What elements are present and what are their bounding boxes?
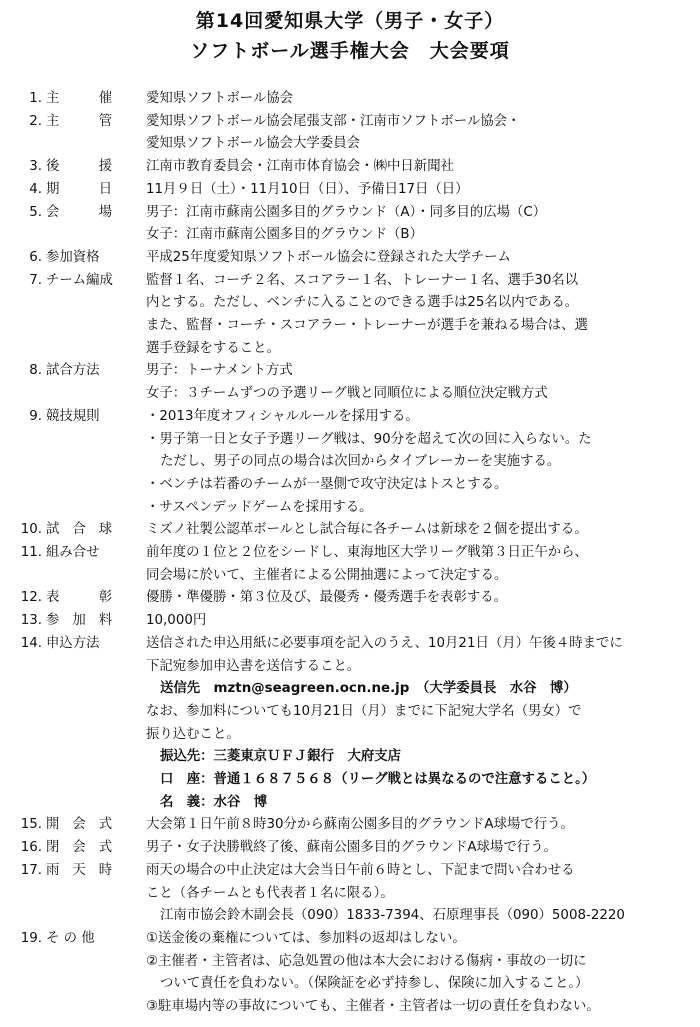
item-text: 男子：トーナメント方式 bbox=[146, 363, 293, 379]
item-text: こと（各チームとも代表者１名に限る）。 bbox=[146, 885, 394, 901]
list-item bbox=[0, 519, 700, 541]
item-text: 大会第１日午前８時30分から蘇南公園多目的グラウンドA球場で行う。 bbox=[146, 817, 574, 833]
item-number: 14. bbox=[20, 635, 42, 651]
item-text: 雨天の場合の中止決定は大会当日午前６時とし、下記まで問い合わせる bbox=[146, 862, 575, 878]
item-text: 前年度の１位と２位をシードし、東海地区大学リーグ戦第３日正午から、 bbox=[146, 545, 588, 560]
item-text: 振込先：三菱東京ＵＦＪ銀行 大府支店 bbox=[160, 749, 402, 765]
list-item bbox=[0, 406, 700, 428]
item-number: 13. bbox=[20, 613, 42, 629]
list-item bbox=[0, 156, 700, 178]
item-text: 名 義：水谷 博 bbox=[160, 794, 268, 810]
item-text: 平成25年度愛知県ソフトボール協会に登録された大学チーム bbox=[146, 249, 511, 265]
item-label: 期 日 bbox=[46, 181, 126, 197]
list-item bbox=[0, 724, 700, 746]
item-label: そ の 他 bbox=[46, 930, 95, 946]
list-item bbox=[0, 860, 700, 882]
item-label: 申込方法 bbox=[46, 635, 100, 651]
list-item bbox=[0, 678, 700, 700]
item-text: 江南市協会鈴木副会長（090）1833-7394、石原理事長（090）5008-2220 bbox=[160, 908, 625, 924]
list-item bbox=[0, 429, 700, 451]
list-item bbox=[0, 792, 700, 814]
document-title-line2: ソフトボール選手権大会 大会要項 bbox=[190, 40, 510, 62]
item-text: ただし、男子の同点の場合は次回からタイブレーカーを実施する。 bbox=[160, 454, 561, 470]
item-text: ②主催者・主管者は、応急処置の他は本大会における傷病・事故の一切に bbox=[146, 953, 587, 969]
item-text: 江南市教育委員会・江南市体育協会・㈱中日新聞社 bbox=[146, 159, 454, 175]
list-item bbox=[0, 769, 700, 791]
item-label: 主 催 bbox=[46, 91, 126, 106]
list-item bbox=[0, 814, 700, 836]
list-item bbox=[0, 315, 700, 337]
item-label: 組み合せ bbox=[46, 545, 100, 560]
item-number: 19. bbox=[20, 930, 42, 946]
item-text: ①送金後の棄権については、参加料の返却はしない。 bbox=[146, 930, 466, 946]
item-label: チーム編成 bbox=[46, 272, 113, 288]
item-text: ③駐車場内等の事故についても、主催者・主管者は一切の責任を負わない。 bbox=[146, 999, 600, 1014]
item-label: 参加資格 bbox=[46, 249, 100, 265]
item-text: また、監督・コーチ・スコアラー・トレーナーが選手を兼ねる場合は、選 bbox=[146, 318, 588, 333]
list-item bbox=[0, 451, 700, 473]
item-text: ミズノ社製公認革ボールとし試合毎に各チームは新球を２個を提出する。 bbox=[146, 522, 588, 538]
list-item bbox=[0, 111, 700, 133]
list-item bbox=[0, 292, 700, 314]
item-number: 11. bbox=[20, 545, 42, 560]
item-label: 会 場 bbox=[46, 204, 126, 220]
list-item bbox=[0, 565, 700, 587]
item-number: 10. bbox=[20, 522, 42, 538]
list-item bbox=[0, 633, 700, 655]
item-text: 優勝・準優勝・第３位及び、最優秀・優秀選手を表彰する。 bbox=[146, 590, 508, 606]
item-text: 女子：江南市蘇南公園多目的グラウンド（B） bbox=[146, 227, 423, 243]
item-text: 男子：江南市蘇南公園多目的グラウンド（A）・同多目的広場（C） bbox=[146, 204, 547, 220]
item-number: 6. bbox=[29, 249, 42, 265]
item-text: 11月９日（土）・11月10日（日）、予備日17日（日） bbox=[146, 181, 469, 197]
item-text: 選手登録をすること。 bbox=[146, 340, 280, 356]
item-text: ・男子第一日と女子予選リーグ戦は、90分を超えて次の回に入らない。た bbox=[146, 431, 592, 447]
item-number: 15. bbox=[20, 817, 42, 833]
item-text: 監督１名、コーチ２名、スコアラー１名、トレーナー１名、選手30名以 bbox=[146, 272, 579, 288]
list-item bbox=[0, 179, 700, 201]
item-text: 10,000円 bbox=[146, 613, 207, 629]
item-label: 競技規則 bbox=[46, 408, 100, 424]
item-number: 9. bbox=[29, 408, 42, 424]
list-item bbox=[0, 610, 700, 632]
list-item bbox=[0, 928, 700, 950]
item-text: なお、参加料についても10月21日（月）までに下記宛大学名（男女）で bbox=[146, 703, 582, 719]
item-label: 試合方法 bbox=[46, 363, 100, 379]
list-item bbox=[0, 383, 700, 405]
list-item bbox=[0, 474, 700, 496]
item-text: 同会場に於いて、主催者による公開抽選によって決定する。 bbox=[146, 567, 508, 583]
item-text: 口 座：普通１６８７５６８（リーグ戦とは異なるので注意すること。） bbox=[160, 772, 596, 787]
list-item bbox=[0, 270, 700, 292]
list-item bbox=[0, 542, 700, 564]
document-title-line1: 第14回愛知県大学（男子・女子） bbox=[195, 10, 505, 32]
item-text: 女子：３チームずつの予選リーグ戦と同順位による順位決定戦方式 bbox=[146, 386, 548, 402]
item-number: 7. bbox=[29, 272, 42, 288]
item-text: 男子・女子決勝戦終了後、蘇南公園多目的グラウンドA球場で行う。 bbox=[146, 840, 557, 856]
item-number: 1. bbox=[29, 91, 42, 106]
list-item bbox=[0, 133, 700, 155]
list-item bbox=[0, 996, 700, 1018]
item-number: 16. bbox=[20, 840, 42, 856]
list-item bbox=[0, 837, 700, 859]
list-item bbox=[0, 656, 700, 678]
item-text: ・サスペンデッドゲームを採用する。 bbox=[146, 499, 373, 515]
item-text: 愛知県ソフトボール協会尾張支部・江南市ソフトボール協会・ bbox=[146, 113, 521, 129]
item-number: 3. bbox=[29, 159, 42, 175]
item-label: 主 管 bbox=[46, 113, 126, 129]
list-item bbox=[0, 497, 700, 519]
list-item bbox=[0, 338, 700, 360]
item-text: 愛知県ソフトボール協会 bbox=[146, 91, 294, 106]
list-item bbox=[0, 883, 700, 905]
list-item bbox=[0, 701, 700, 723]
list-item bbox=[0, 973, 700, 995]
item-text: 送信された申込用紙に必要事項を記入のうえ、10月21日（月）午後４時までに bbox=[146, 635, 623, 651]
item-text: ついて責任を負わない。（保険証を必ず持参し、保険に加入すること。） bbox=[160, 976, 589, 992]
list-item bbox=[0, 746, 700, 768]
item-number: 2. bbox=[29, 113, 42, 129]
item-label: 試合球 bbox=[46, 522, 126, 538]
item-label: 閉会式 bbox=[46, 840, 126, 856]
item-text: 愛知県ソフトボール協会大学委員会 bbox=[146, 136, 360, 152]
list-item bbox=[0, 224, 700, 246]
item-label: 開会式 bbox=[46, 817, 126, 833]
item-number: 17. bbox=[20, 862, 42, 878]
item-text: 送信先 mztn@seagreen.ocn.ne.jp （大学委員長 水谷 博） bbox=[160, 681, 577, 697]
item-number: 4. bbox=[29, 181, 42, 197]
item-number: 5. bbox=[29, 204, 42, 220]
item-text: 振り込むこと。 bbox=[146, 726, 240, 742]
item-text: 下記宛参加申込書を送信すること。 bbox=[146, 658, 361, 674]
list-item bbox=[0, 202, 700, 224]
item-number: 8. bbox=[29, 363, 42, 379]
item-text: ・ベンチは若番のチームが一塁側で攻守決定はトスとする。 bbox=[146, 476, 508, 492]
list-item bbox=[0, 247, 700, 269]
item-number: 12. bbox=[20, 590, 42, 606]
item-label: 雨天時 bbox=[46, 862, 126, 878]
list-item bbox=[0, 905, 700, 927]
item-text: ・2013年度オフィシャルルールを採用する。 bbox=[146, 408, 419, 424]
item-label: 参加料 bbox=[46, 613, 126, 629]
list-item bbox=[0, 360, 700, 382]
item-label: 表 彰 bbox=[46, 590, 126, 606]
item-label: 後 援 bbox=[46, 159, 126, 175]
list-item bbox=[0, 951, 700, 973]
list-item bbox=[0, 587, 700, 609]
list-item bbox=[0, 88, 700, 110]
item-text: 内とする。ただし、ベンチに入ることのできる選手は25名以内である。 bbox=[146, 295, 579, 311]
